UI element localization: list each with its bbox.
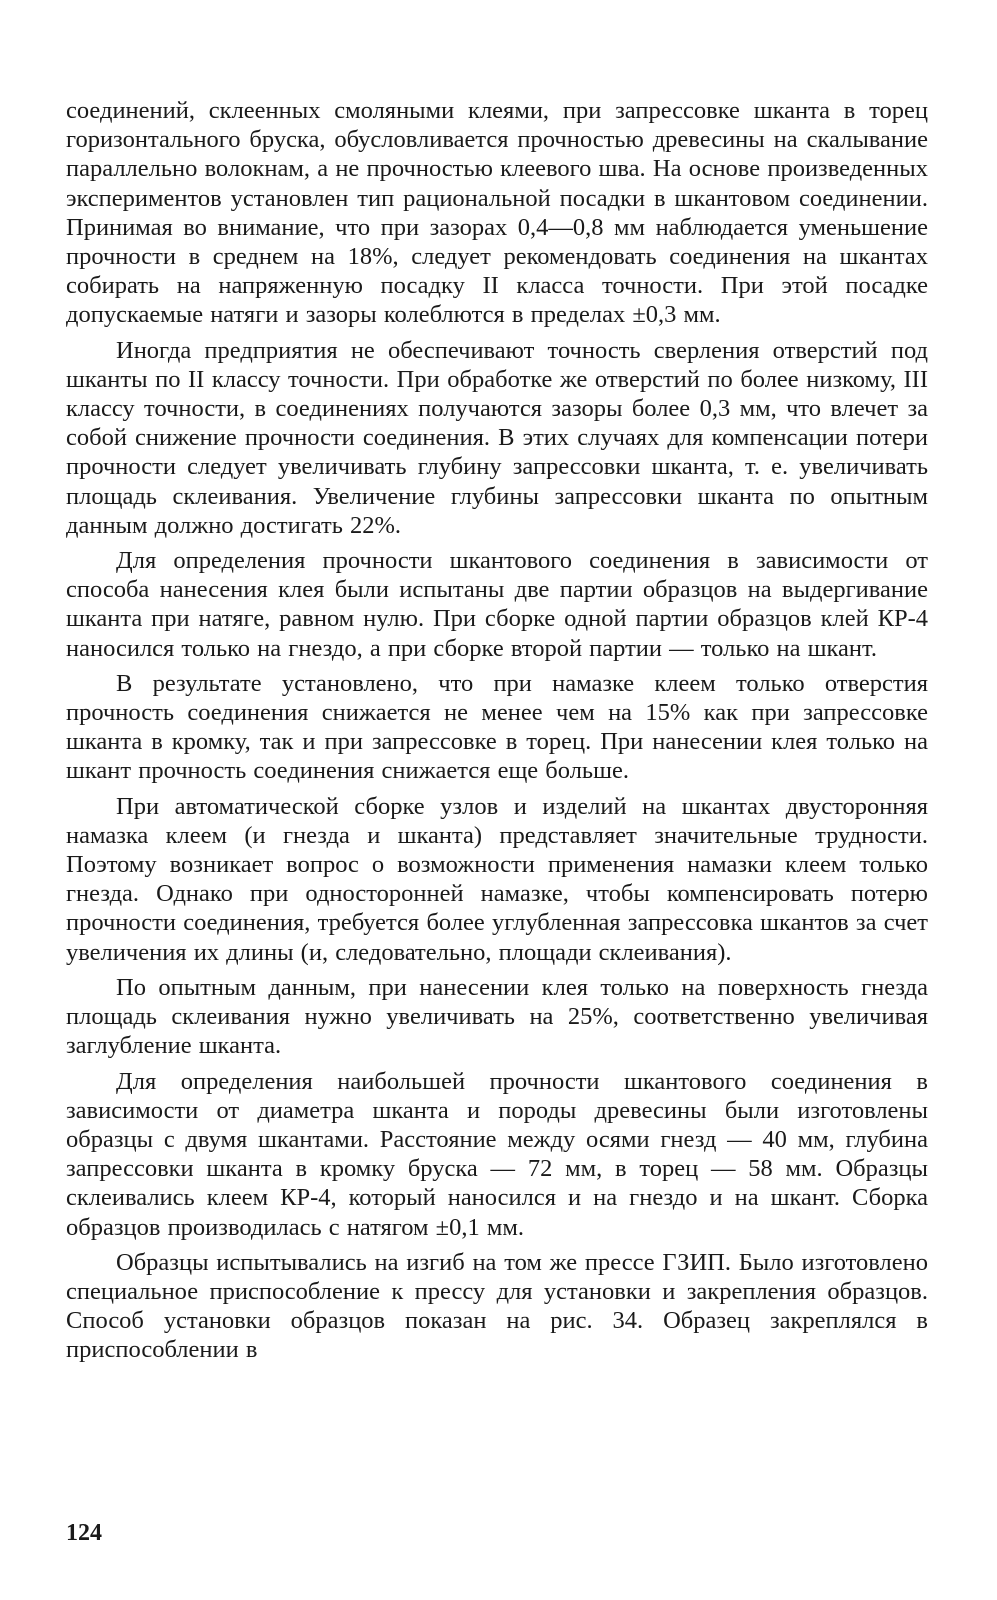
paragraph-7: Для определения наибольшей прочности шкантового соединения в зависимости от диаметра шканта и породы древесины были изготовлены образцы с двумя шкантами. Расстояние между осями гнезд — 40 мм, глубина запрессовки шканта в кромку бруска — 72 мм, в торец — 58 мм. Образцы склеивались клеем КР-4, который наносился и на гнездо и на шкант. Сборка образцов производилась с натягом ±0,1 мм. (66, 1067, 928, 1241)
page-number: 124 (66, 1520, 102, 1546)
paragraph-6: По опытным данным, при нанесении клея только на поверхность гнезда площадь склеивания нужно увеличивать на 25%, соответственно увеличивая заглубление шканта. (66, 973, 928, 1060)
paragraph-3: Для определения прочности шкантового соединения в зависимости от способа нанесения клея были испытаны две партии образцов на выдергивание шканта при натяге, равном нулю. При сборке одной партии образцов клей КР-4 наносился только на гнездо, а при сборке второй партии — только на шкант. (66, 547, 928, 662)
page-body (66, 96, 928, 1371)
paragraph-4: В результате установлено, что при намазке клеем только отверстия прочность соединения снижается не менее чем на 15% как при запрессовке шканта в кромку, так и при запрессовке в торец. При нанесении клея только на шкант прочность соединения снижается еще больше. (66, 669, 928, 785)
paragraph-1: соединений, склеенных смоляными клеями, при запрессовке шканта в торец горизонтального бруска, обусловливается прочностью древесины на скалывание параллельно волокнам, а не прочностью клеевого шва. На основе произведенных экспериментов установлен тип рациональной посадки в шкантовом соединении. Принимая во внимание, что при зазорах 0,4—0,8 мм наблюдается уменьшение прочности в среднем на 18%, следует рекомендовать соединения на шкантах собирать на напряженную посадку II класса точности. При этой посадке допускаемые натяги и зазоры колеблются в пределах ±0,3 мм. (66, 97, 928, 329)
paragraph-5: При автоматической сборке узлов и изделий на шкантах двусторонняя намазка клеем (и гнезда и шканта) представляет значительные трудности. Поэтому возникает вопрос о возможности применения намазки клеем только гнезда. Однако при односторонней намазке, чтобы компенсировать потерю прочности соединения, требуется более углубленная запрессовка шкантов за счет увеличения их длины (и, следовательно, площади склеивания). (66, 792, 928, 966)
paragraph-2: Иногда предприятия не обеспечивают точность сверления отверстий под шканты по II классу точности. При обработке же отверстий по более низкому, III классу точности, в соединениях получаются зазоры более 0,3 мм, что влечет за собой снижение прочности соединения. В этих случаях для компенсации потери прочности следует увеличивать глубину запрессовки шканта, т. е. увеличивать площадь склеивания. Увеличение глубины запрессовки шканта по опытным данным должно достигать 22%. (66, 336, 928, 539)
paragraph-8: Образцы испытывались на изгиб на том же прессе ГЗИП. Было изготовлено специальное приспособление к прессу для установки и закрепления образцов. Способ установки образцов показан на рис. 34. Образец закреплялся в приспособлении в (66, 1248, 928, 1364)
